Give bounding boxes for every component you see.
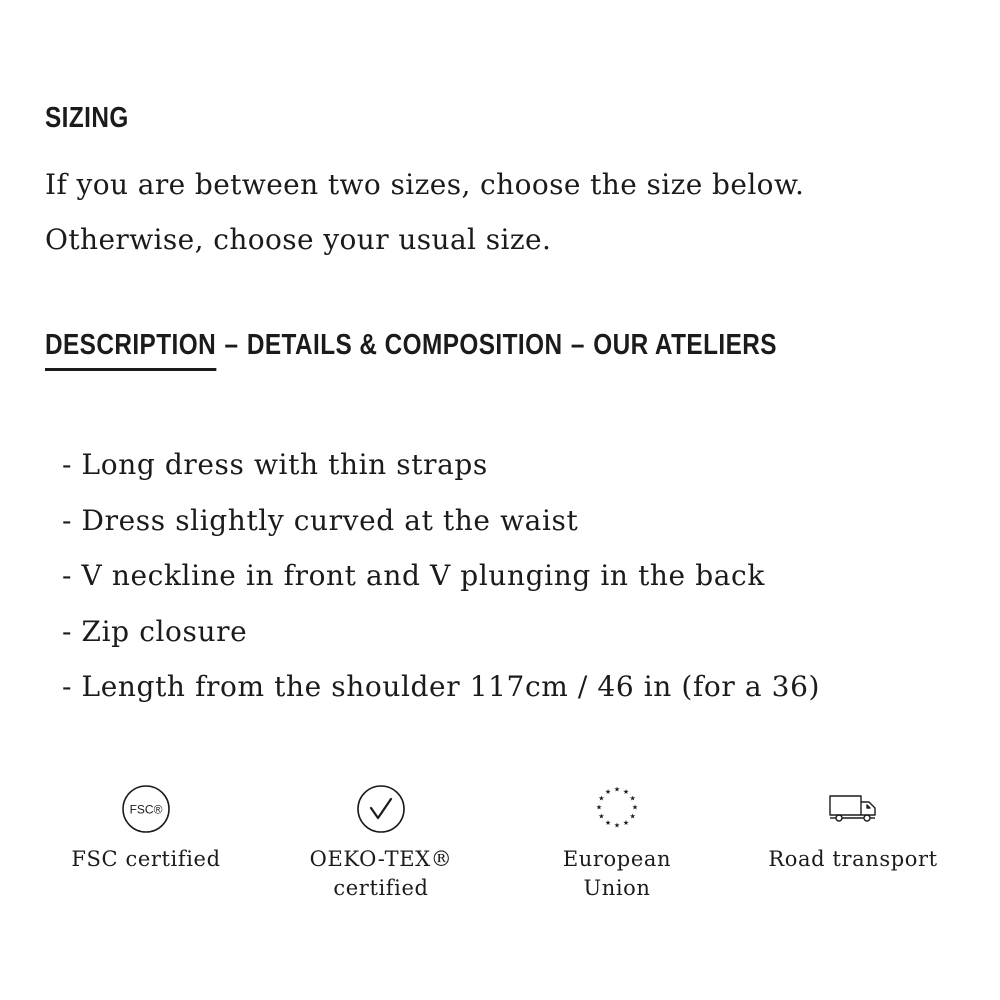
tab-our-ateliers[interactable]: OUR ATELIERS: [593, 329, 777, 361]
badge-label: European Union: [562, 847, 672, 900]
fsc-icon: [120, 783, 172, 835]
svg-text:★: ★: [595, 803, 603, 812]
tab-details-composition[interactable]: DETAILS & COMPOSITION: [246, 329, 563, 361]
svg-text:★: ★: [629, 794, 636, 803]
truck-icon: [827, 783, 879, 835]
sizing-line: If you are between two sizes, choose the size below.: [45, 168, 805, 201]
checkmark-icon: [355, 783, 407, 835]
badge-oeko-tex: [271, 783, 491, 903]
list-item: - Zip closure: [62, 614, 248, 648]
svg-text:★: ★: [604, 819, 612, 828]
list-item: - Dress slightly curved at the waist: [62, 503, 579, 537]
sizing-heading: SIZING: [45, 102, 129, 134]
list-item: - V neckline in front and V plunging in the back: [62, 559, 765, 592]
badge-label: OEKO-TEX® certified: [309, 847, 453, 900]
list-item: - Length from the shoulder 117cm / 46 in (for a 36): [62, 670, 821, 703]
svg-text:★: ★: [629, 812, 636, 821]
badge-label: FSC certified: [71, 847, 221, 871]
description-list: [62, 437, 820, 715]
badge-european-union: [507, 783, 727, 903]
badge-road-transport: [743, 783, 963, 874]
certification-badges: [0, 783, 1000, 923]
svg-text:★: ★: [613, 821, 621, 830]
svg-text:★: ★: [604, 787, 612, 796]
tab-separator: –: [570, 329, 585, 361]
svg-text:★: ★: [622, 819, 630, 828]
svg-text:★: ★: [598, 794, 605, 803]
svg-text:★: ★: [613, 785, 621, 794]
badge-label: Road transport: [768, 847, 938, 871]
description-tabs: [45, 329, 777, 371]
eu-stars-icon: [591, 783, 643, 835]
tab-description[interactable]: DESCRIPTION: [45, 329, 216, 371]
tab-separator: –: [224, 329, 239, 361]
list-item: - Long dress with thin straps: [62, 448, 488, 481]
badge-fsc: [36, 783, 256, 874]
svg-text:★: ★: [598, 812, 605, 821]
sizing-line: Otherwise, choose your usual size.: [45, 223, 552, 256]
svg-text:★: ★: [622, 787, 630, 796]
fsc-icon-text: FSC®: [129, 802, 163, 817]
svg-text:★: ★: [631, 803, 639, 812]
sizing-text: [45, 157, 804, 267]
